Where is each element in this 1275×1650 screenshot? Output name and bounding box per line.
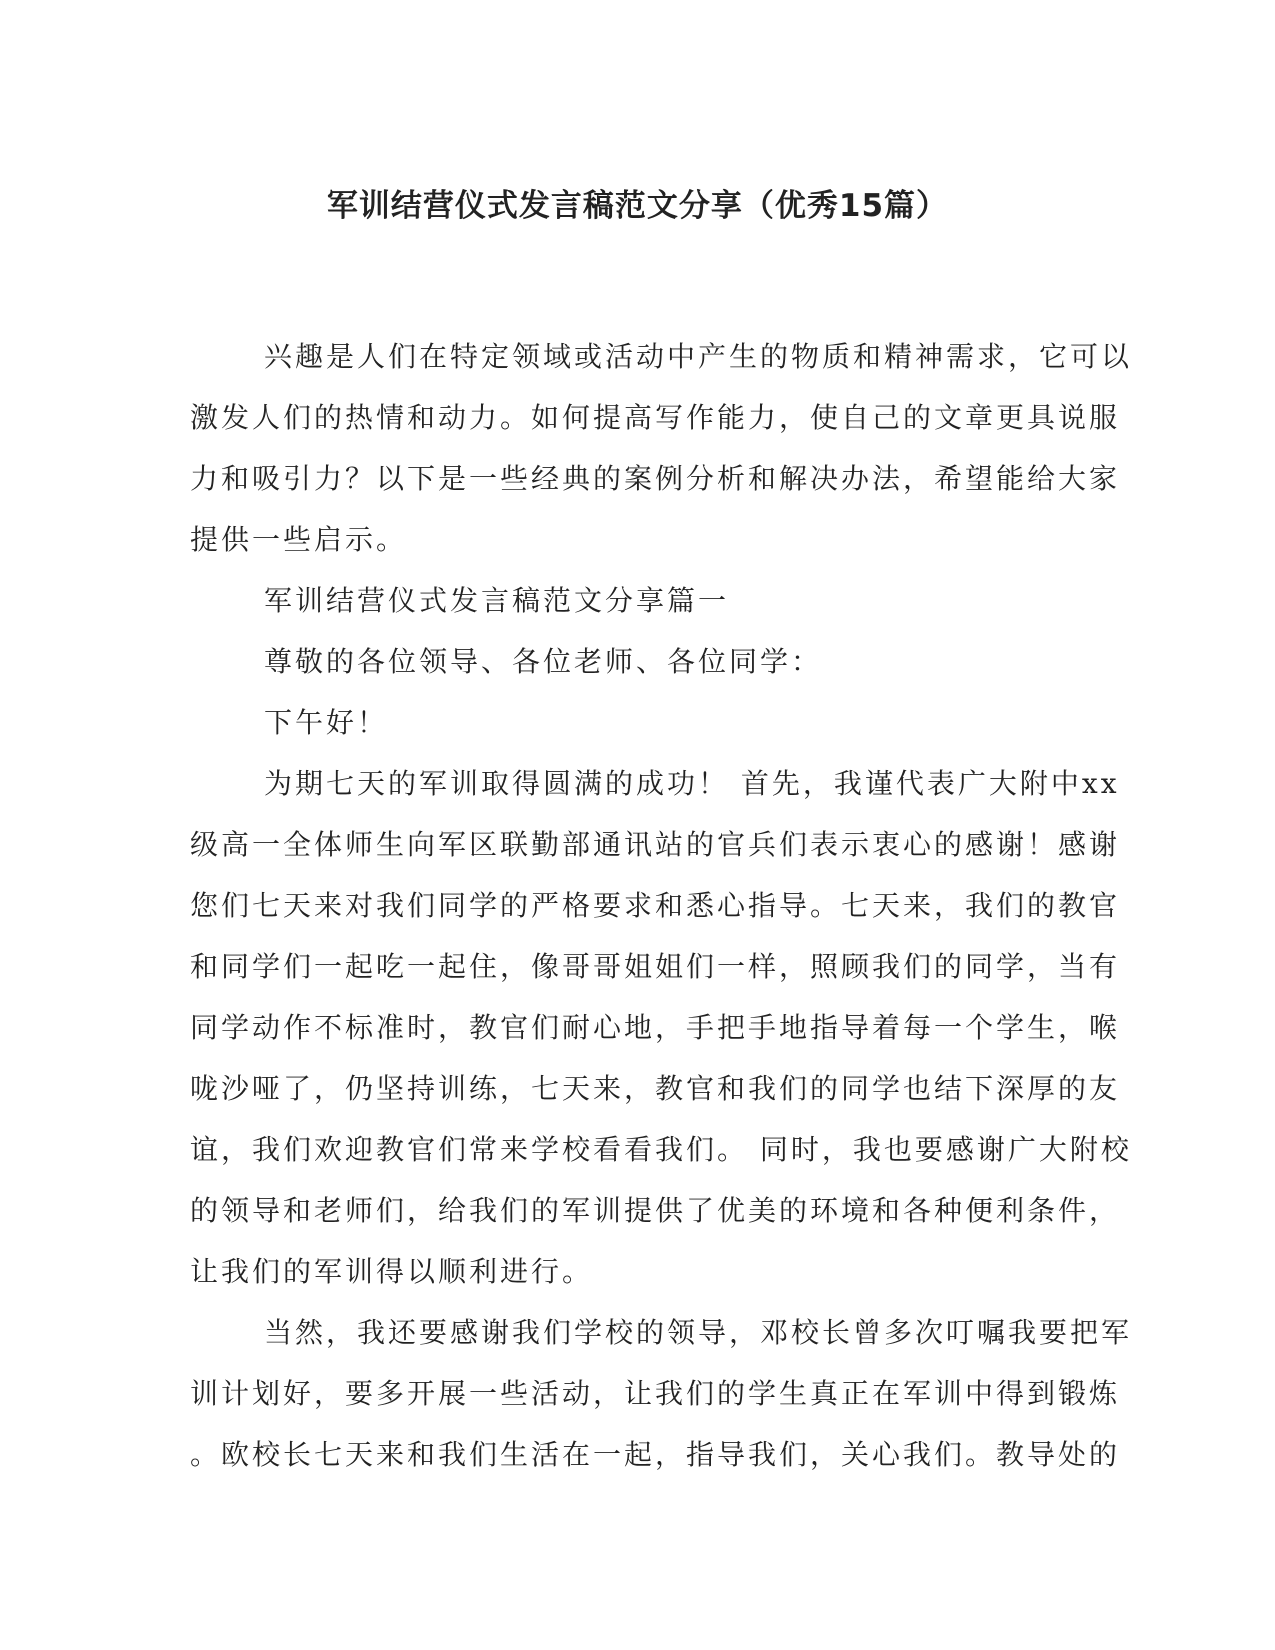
paragraph-line: 谊，我们欢迎教官们常来学校看看我们。 同时，我也要感谢广大附校 <box>190 1133 1132 1166</box>
paragraph-line: 训计划好，要多开展一些活动，让我们的学生真正在军训中得到锻炼 <box>190 1377 1121 1410</box>
paragraph-line: 您们七天来对我们同学的严格要求和悉心指导。七天来，我们的教官 <box>190 889 1121 922</box>
section-heading: 军训结营仪式发言稿范文分享篇一 <box>264 584 730 617</box>
paragraph-line: 提供一些启示。 <box>190 523 408 556</box>
document-body <box>190 326 1133 1485</box>
page-title: 军训结营仪式发言稿范文分享（优秀15篇） <box>326 188 949 224</box>
paragraph-line: 的领导和老师们，给我们的军训提供了优美的环境和各种便利条件， <box>190 1194 1121 1227</box>
paragraph-line: 和同学们一起吃一起住，像哥哥姐姐们一样，照顾我们的同学，当有 <box>190 950 1121 983</box>
paragraph-line: 咙沙哑了，仍坚持训练，七天来，教官和我们的同学也结下深厚的友 <box>190 1072 1121 1105</box>
salutation: 尊敬的各位领导、各位老师、各位同学： <box>264 645 823 678</box>
paragraph-line: 。欧校长七天来和我们生活在一起，指导我们，关心我们。教导处的 <box>190 1438 1121 1471</box>
paragraph-line: 让我们的军训得以顺利进行。 <box>190 1255 594 1288</box>
paragraph-line: 同学动作不标准时，教官们耐心地，手把手地指导着每一个学生，喉 <box>190 1011 1121 1044</box>
greeting: 下午好！ <box>264 706 389 739</box>
paragraph-line: 级高一全体师生向军区联勤部通讯站的官兵们表示衷心的感谢！感谢 <box>190 828 1121 861</box>
paragraph-line: 兴趣是人们在特定领域或活动中产生的物质和精神需求，它可以 <box>264 340 1133 373</box>
paragraph-line: 激发人们的热情和动力。如何提高写作能力，使自己的文章更具说服 <box>190 401 1121 434</box>
paragraph-line: 力和吸引力？以下是一些经典的案例分析和解决办法，希望能给大家 <box>190 462 1121 495</box>
paragraph-line: 当然，我还要感谢我们学校的领导，邓校长曾多次叮嘱我要把军 <box>264 1316 1133 1349</box>
paragraph-line: 为期七天的军训取得圆满的成功！ 首先，我谨代表广大附中xx <box>264 767 1120 800</box>
